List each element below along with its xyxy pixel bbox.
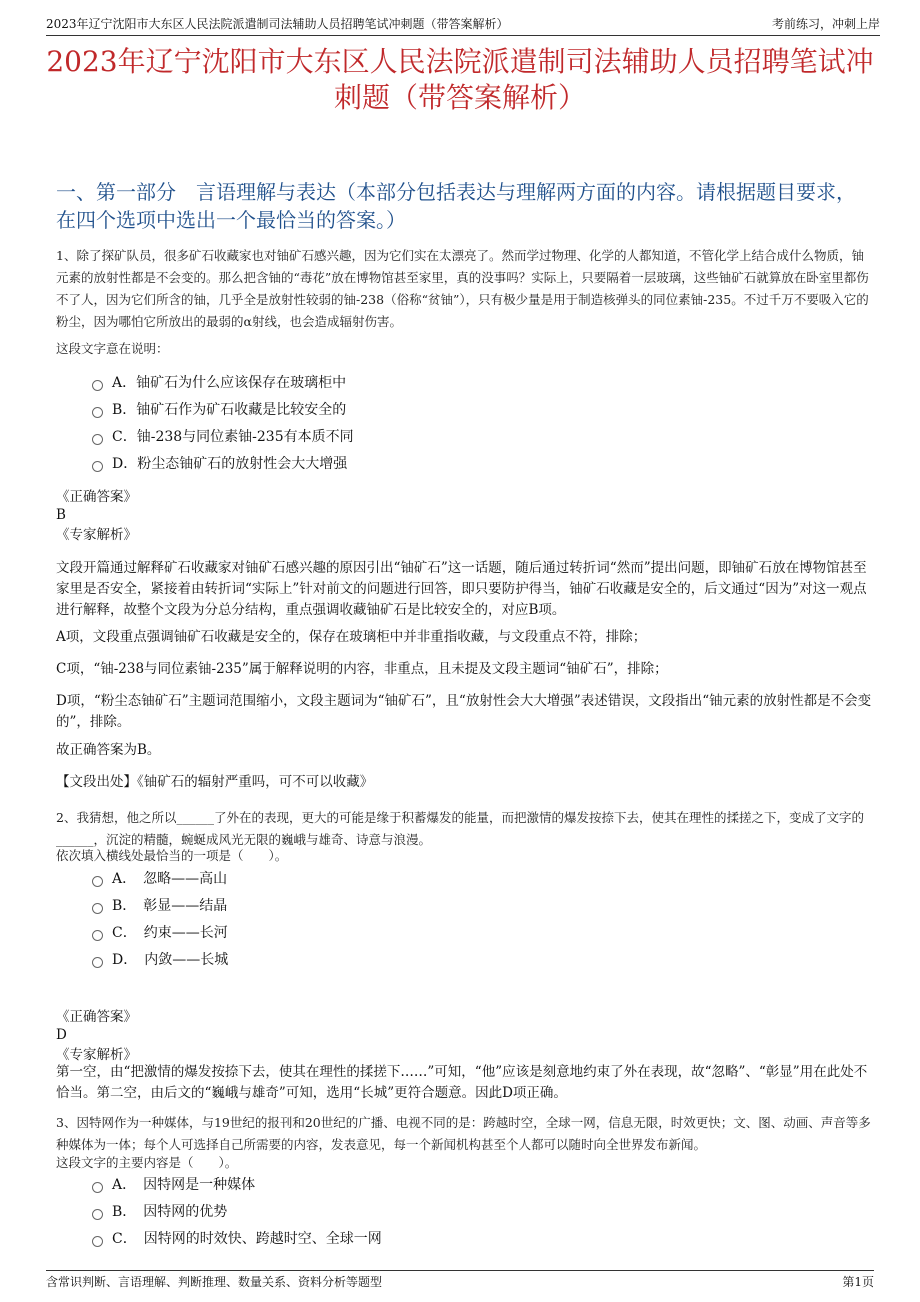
q2-option-b[interactable]: B． 彰显——结晶 <box>92 895 227 917</box>
q1-option-a[interactable]: A．铀矿石为什么应该保存在玻璃柜中 <box>92 372 346 394</box>
q1-option-c[interactable]: C．铀-238与同位素铀-235有本质不同 <box>92 426 354 448</box>
q1-option-d[interactable]: D．粉尘态铀矿石的放射性会大大增强 <box>92 453 347 475</box>
radio-icon[interactable] <box>92 903 103 914</box>
q2-ask: 依次填入横线处最恰当的一项是（ ）。 <box>56 848 288 863</box>
section-heading: 一、第一部分 言语理解与表达（本部分包括表达与理解两方面的内容。请根据题目要求，在四个选项中选出一个最恰当的答案。） <box>56 180 856 232</box>
q2-answer-label: 《正确答案》 <box>56 1009 137 1025</box>
q3-option-a[interactable]: A． 因特网是一种媒体 <box>92 1174 255 1196</box>
radio-icon[interactable] <box>92 930 103 941</box>
radio-icon[interactable] <box>92 407 103 418</box>
q1-answer: B <box>56 507 66 523</box>
radio-icon[interactable] <box>92 876 103 887</box>
page-header <box>46 12 880 36</box>
header-slogan: 考前练习，冲刺上岸 <box>771 17 880 31</box>
q1-analysis-p5: 故正确答案为B。 <box>56 742 161 758</box>
radio-icon[interactable] <box>92 434 103 445</box>
radio-icon[interactable] <box>92 1209 103 1220</box>
document-title: 2023年辽宁沈阳市大东区人民法院派遣制司法辅助人员招聘笔试冲刺题（带答案解析） <box>46 45 874 114</box>
q2-stem: 2、我猜想，他之所以______了外在的表现，更大的可能是缘于积蓄爆发的能量，而把激情的爆发按捺下去，使其在理性的揉搓之下，变成了文字的______，沉淀的精髓，蜿蜒成风光无限的巍峨与雄奇、诗意与浪漫。 <box>56 810 864 847</box>
q2-option-c[interactable]: C． 约束——长河 <box>92 922 228 944</box>
q1-stem: 1、除了探矿队员，很多矿石收藏家也对铀矿石感兴趣，因为它们实在太漂亮了。然而学过物理、化学的人都知道，不管化学上结合成什么物质，铀元素的放射性都是不会变的。那么把含铀的“毒花”放在博物馆甚至家里，真的没事吗？实际上，只要隔着一层玻璃，这些铀矿石就算放在卧室里都伤不了人，因为它们所含的铀，几乎全是放射性较弱的铀-238（俗称“贫铀”），只有极少量是用于制造核弹头的同位素铀-235。不过千万不要吸入它的粉尘，因为哪怕它所放出的最弱的α射线，也会造成辐射伤害。 <box>56 248 869 329</box>
q1-analysis-p1: 文段开篇通过解释矿石收藏家对铀矿石感兴趣的原因引出“铀矿石”这一话题，随后通过转折词“然而”提出问题，即铀矿石放在博物馆甚至家里是否安全，紧接着由转折词“实际上”针对前文的问题进行回答，即只要防护得当，铀矿石收藏是安全的，后文通过“因为”对这一观点进行解释，故整个文段为分总分结构，重点强调收藏铀矿石是比较安全的，对应B项。 <box>56 560 867 618</box>
q2-option-d[interactable]: D． 内敛——长城 <box>92 949 228 971</box>
q3-stem: 3、因特网作为一种媒体，与19世纪的报刊和20世纪的广播、电视不同的是：跨越时空，全球一网，信息无限，时效更快；文、图、动画、声音等多种媒体为一体；每个人可选择自己所需要的内容，发表意见，每一个新闻机构甚至个人都可以随时向全世界发布新闻。 <box>56 1115 871 1152</box>
q1-analysis-p2: A项，文段重点强调铀矿石收藏是安全的，保存在玻璃柜中并非重指收藏，与文段重点不符，排除； <box>56 629 647 645</box>
q2-analysis: 第一空，由“把激情的爆发按捺下去，使其在理性的揉搓下……”可知，“他”应该是刻意地约束了外在表现，故“忽略”、“彰显”用在此处不恰当。第二空，由后文的“巍峨与雄奇”可知，选用“长城”更符合题意。因此D项正确。 <box>56 1064 868 1101</box>
q2-analysis-label: 《专家解析》 <box>56 1047 137 1063</box>
radio-icon[interactable] <box>92 957 103 968</box>
q3-option-c[interactable]: C． 因特网的时效快、跨越时空、全球一网 <box>92 1228 382 1250</box>
header-title: 2023年辽宁沈阳市大东区人民法院派遣制司法辅助人员招聘笔试冲刺题（带答案解析） <box>46 17 509 31</box>
q1-ask: 这段文字意在说明： <box>56 341 169 356</box>
footer-note: 含常识判断、言语理解、判断推理、数量关系、资料分析等题型 <box>46 1275 383 1289</box>
radio-icon[interactable] <box>92 1236 103 1247</box>
page-number: 第1页 <box>842 1275 874 1289</box>
q3-ask: 这段文字的主要内容是（ ）。 <box>56 1155 238 1170</box>
q2-answer: D <box>56 1027 67 1043</box>
q1-answer-label: 《正确答案》 <box>56 489 137 505</box>
q1-option-b[interactable]: B．铀矿石作为矿石收藏是比较安全的 <box>92 399 346 421</box>
q2-option-a[interactable]: A． 忽略——高山 <box>92 868 227 890</box>
q1-source: 【文段出处】《铀矿石的辐射严重吗，可不可以收藏》 <box>56 774 374 790</box>
radio-icon[interactable] <box>92 461 103 472</box>
radio-icon[interactable] <box>92 1182 103 1193</box>
q3-option-b[interactable]: B． 因特网的优势 <box>92 1201 227 1223</box>
page-footer <box>46 1270 874 1293</box>
q1-analysis-label: 《专家解析》 <box>56 527 137 543</box>
radio-icon[interactable] <box>92 380 103 391</box>
q1-analysis-p4: D项，“粉尘态铀矿石”主题词范围缩小，文段主题词为“铀矿石”，且“放射性会大大增强”表述错误，文段指出“铀元素的放射性都是不会变的”，排除。 <box>56 693 872 730</box>
q1-analysis-p3: C项，“铀-238与同位素铀-235”属于解释说明的内容，非重点，且未提及文段主题词“铀矿石”，排除； <box>56 661 668 677</box>
